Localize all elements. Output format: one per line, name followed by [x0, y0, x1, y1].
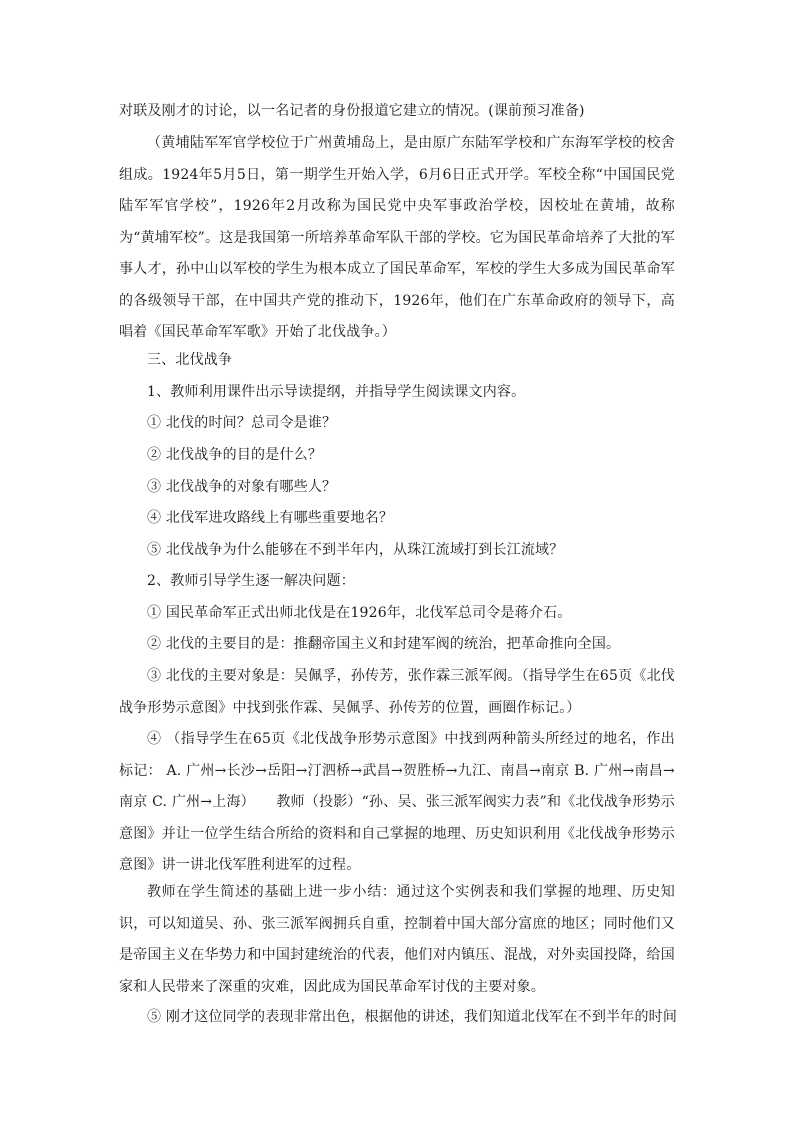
paragraph-step-2: 2、教师引导学生逐一解决问题：: [147, 573, 355, 589]
section-heading-northern-expedition: 三、北伐战争: [147, 352, 233, 368]
question-5: ⑤ 北伐战争为什么能够在不到半年内，从珠江流域打到长江流域？: [147, 542, 564, 558]
paragraph-1: 对联及刚才的讨论，以一名记者的身份报道它建立的情况。(课前预习准备): [119, 103, 585, 119]
answer-4: ④ （指导学生在65页《北伐战争形势示意图》中找到两种箭头所经过的地名，作出标记： A. 广州→长沙→岳阳→汀泗桥→武昌→贺胜桥→九江、南昌→南京 B. 广州→南昌→南京 C. 广州→上海） 教师（投影）“孙、吴、张三派军阀实力表”和《北伐战争形势示意图》并让一位学生结合所给的资料和自己掌握的地理、历史知识利用《北伐战争形势示意图》讲一讲北伐军胜利进军的过程。: [119, 731, 675, 873]
paragraph-huangpu-background: （黄埔陆军军官学校位于广州黄埔岛上，是由原广东陆军学校和广东海军学校的校舍组成。1924年5月5日，第一期学生开始入学，6月6日正式开学。军校全称“中国国民党陆军军官学校”，1926年2月改称为国民党中央军事政治学校，因校址在黄埔，故称为“黄埔军校”。这是我国第一所培养革命军队干部的学校。它为国民革命培养了大批的军事人才，孙中山以军校的学生为根本成立了国民革命军，军校的学生大多成为国民革命军的各级领导干部，在中国共产党的推动下，1926年，他们在广东革命政府的领导下，高唱着《国民革命军军歌》开始了北伐战争。）: [119, 135, 675, 340]
question-3: ③ 北伐战争的对象有哪些人？: [147, 479, 337, 495]
answer-3: ③ 北伐的主要对象是：吴佩孚，孙传芳，张作霖三派军阀。（指导学生在65页《北伐战争形势示意图》中找到张作霖、吴佩孚、孙传芳的位置，画圈作标记。）: [119, 668, 675, 716]
teacher-summary: 教师在学生简述的基础上进一步小结：通过这个实例表和我们掌握的地理、历史知识，可以知道吴、孙、张三派军阀拥兵自重，控制着中国大部分富庶的地区；同时他们又是帝国主义在华势力和中国封建统治的代表，他们对内镇压、混战，对外卖国投降，给国家和人民带来了深重的灾难，因此成为国民革命军讨伐的主要对象。: [119, 884, 675, 995]
question-4: ④ 北伐军进攻路线上有哪些重要地名？: [147, 510, 394, 526]
question-1: ① 北伐的时间？总司令是谁？: [147, 415, 337, 431]
paragraph-step-1: 1、教师利用课件出示导读提纲，并指导学生阅读课文内容。: [147, 384, 526, 400]
question-2: ② 北伐战争的目的是什么？: [147, 447, 323, 463]
answer-2: ② 北伐的主要目的是：推翻帝国主义和封建军阀的统治，把革命推向全国。: [147, 636, 621, 652]
answer-1: ① 国民革命军正式出师北伐是在1926年，北伐军总司令是蒋介石。: [147, 605, 572, 621]
answer-5: ⑤ 刚才这位同学的表现非常出色，根据他的讲述，我们知道北伐军在不到半年的时间: [147, 1009, 678, 1025]
